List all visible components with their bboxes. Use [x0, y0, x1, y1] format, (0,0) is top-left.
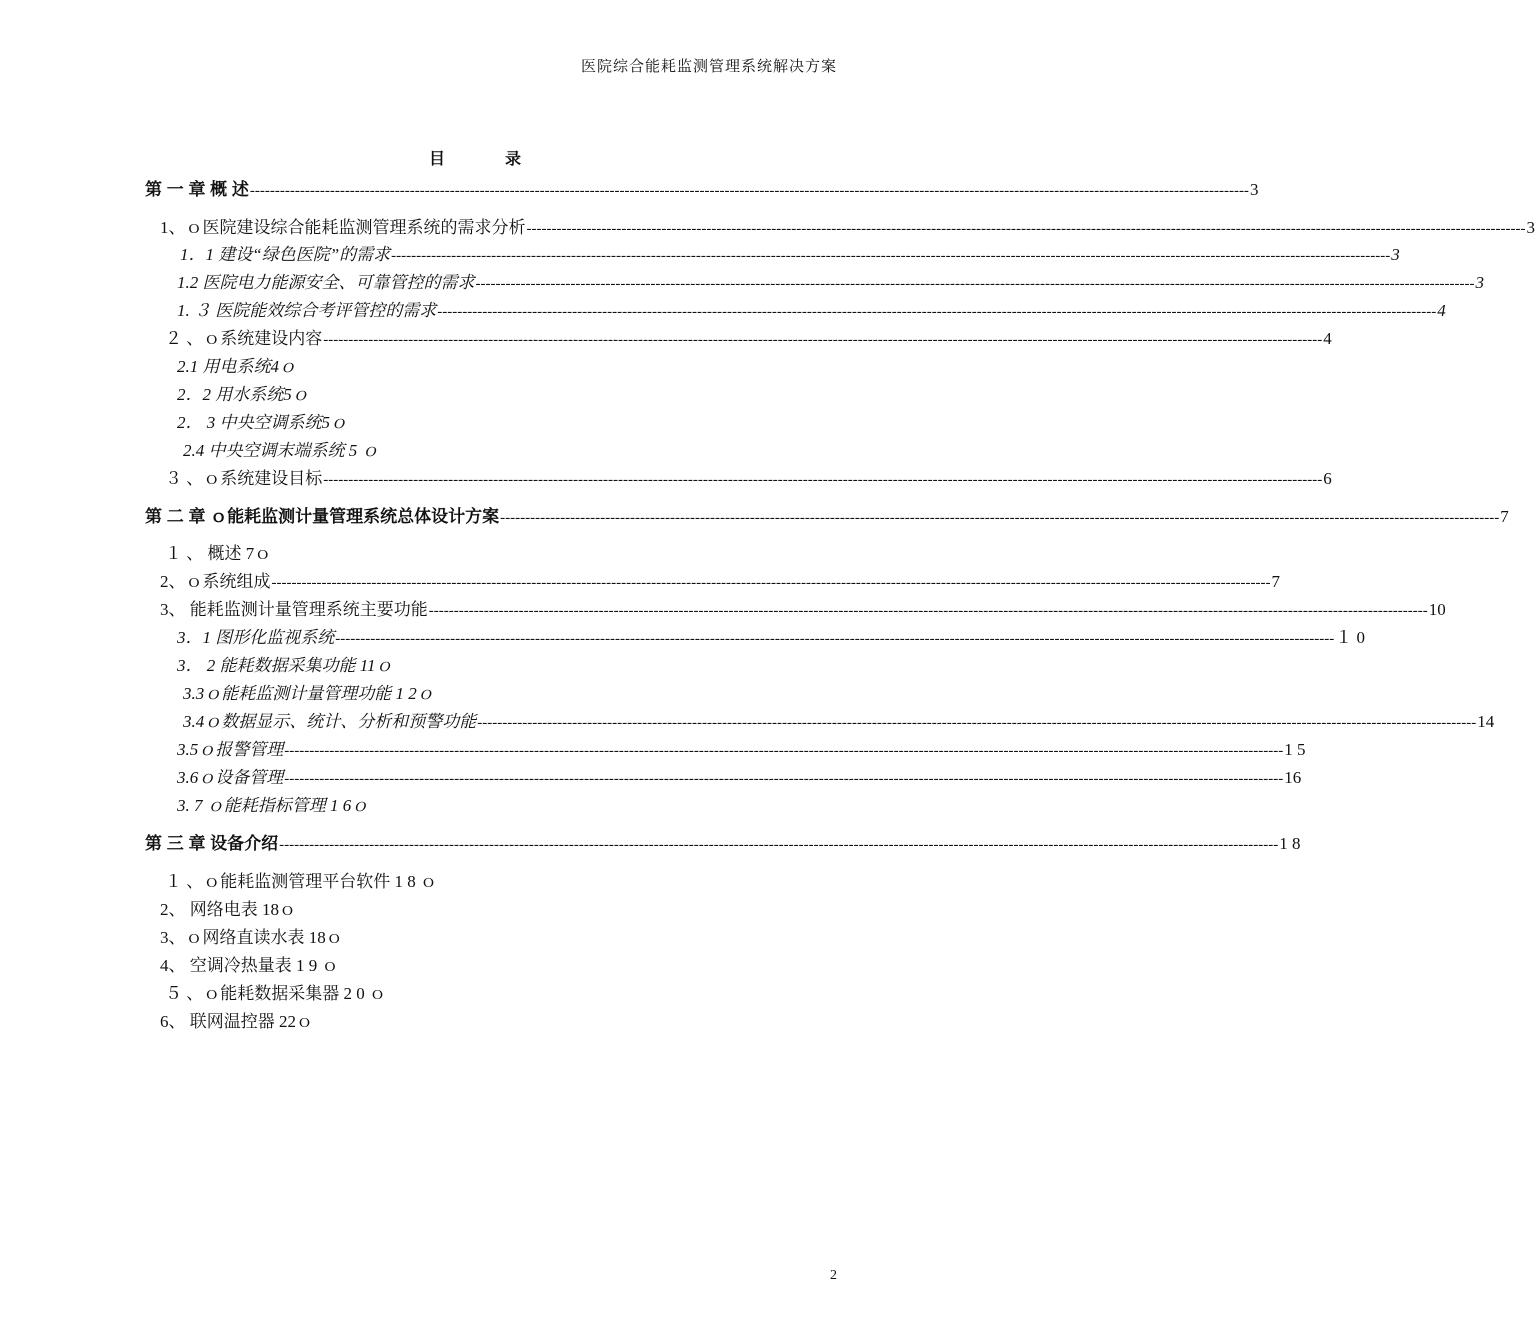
toc-title-right: 录 — [505, 151, 522, 168]
dot-leader: -------------------------------------------------------------------------------------------------------------------------------------------------------------------------------------------------------- — [391, 248, 1391, 264]
toc-entry-text: 第 二 章 ｏ能耗监测计量管理系统总体设计方案 — [145, 507, 500, 526]
toc-subsection-2-4[interactable]: 2.4 中央空调末端系统 5 ｏ — [183, 441, 379, 460]
toc-subsection-1-1[interactable] — [0, 243, 1400, 267]
toc-entry-page: 4 — [1437, 301, 1446, 320]
toc-entry-page: 1 8 — [1279, 834, 1301, 853]
toc-entry-text: ３ 、ｏ系统建设目标 — [165, 469, 323, 488]
toc-entry-page: 16 — [1284, 768, 1302, 787]
dot-leader: -------------------------------------------------------------------------------------------------------------------------------------------------------------------------------------------------------- — [500, 510, 1500, 526]
toc-entry-page: 3 — [1526, 218, 1535, 237]
toc-entry-text: 1.2 医院电力能源安全、可靠管控的需求 — [177, 273, 475, 292]
dot-leader: -------------------------------------------------------------------------------------------------------------------------------------------------------------------------------------------------------- — [284, 743, 1284, 759]
toc-subsection-1-3[interactable] — [0, 299, 1446, 323]
toc-entry-text: 1．1 建设“绿色医院”的需求 — [180, 245, 391, 264]
toc-chapter-3[interactable] — [0, 832, 1301, 856]
toc-entry-text: 3．1 图形化监视系统 — [177, 628, 335, 647]
toc-subsection-3-6[interactable] — [0, 766, 1302, 790]
toc-subsection-3-2[interactable]: 3． 2 能耗数据采集功能 11ｏ — [177, 656, 393, 675]
toc-section-3-6[interactable]: 6、 联网温控器 22ｏ — [160, 1012, 313, 1031]
toc-section-3-4[interactable]: 4、 空调冷热量表 1 9 ｏ — [160, 956, 339, 975]
toc-section-3-1[interactable]: １ 、ｏ能耗监测管理平台软件 1 8 ｏ — [165, 872, 437, 891]
toc-section-2-2[interactable] — [0, 570, 1281, 594]
toc-subsection-2-1[interactable]: 2.1 用电系统4ｏ — [177, 357, 296, 376]
toc-section-3-3[interactable]: 3、ｏ网络直读水表 18ｏ — [160, 928, 343, 947]
toc-subsection-3-4[interactable] — [0, 710, 1495, 734]
toc-title — [0, 146, 950, 169]
toc-entry-text: ２ 、ｏ系统建设内容 — [165, 329, 323, 348]
toc-entry-text: 3.6ｏ设备管理 — [177, 768, 284, 787]
toc-entry-page: 3 — [1249, 180, 1259, 199]
toc-entry-page: 4 — [1323, 329, 1332, 348]
toc-entry-text: 1. ３ 医院能效综合考评管控的需求 — [177, 301, 437, 320]
toc-subsection-2-3[interactable]: 2． 3 中央空调系统5ｏ — [177, 413, 347, 432]
toc-subsection-3-1[interactable] — [0, 626, 1366, 650]
dot-leader: -------------------------------------------------------------------------------------------------------------------------------------------------------------------------------------------------------- — [437, 304, 1437, 320]
toc-entry-page: 3 — [1475, 273, 1485, 292]
dot-leader: -------------------------------------------------------------------------------------------------------------------------------------------------------------------------------------------------------- — [271, 575, 1271, 591]
toc-chapter-1[interactable] — [0, 178, 1259, 202]
dot-leader: -------------------------------------------------------------------------------------------------------------------------------------------------------------------------------------------------------- — [279, 837, 1279, 853]
page-number: 2 — [830, 1268, 837, 1283]
dot-leader: -------------------------------------------------------------------------------------------------------------------------------------------------------------------------------------------------------- — [475, 276, 1475, 292]
toc-section-2[interactable] — [0, 327, 1332, 351]
toc-section-2-3[interactable] — [0, 598, 1446, 622]
dot-leader: -------------------------------------------------------------------------------------------------------------------------------------------------------------------------------------------------------- — [323, 472, 1323, 488]
toc-title-left: 目 — [428, 151, 445, 168]
toc-section-3[interactable] — [0, 467, 1332, 491]
dot-leader: -------------------------------------------------------------------------------------------------------------------------------------------------------------------------------------------------------- — [477, 715, 1477, 731]
toc-entry-page: 6 — [1323, 469, 1332, 488]
toc-entry-page: 7 — [1271, 572, 1281, 591]
page-header: 医院综合能耗监测管理系统解决方案 — [580, 59, 837, 75]
dot-leader: -------------------------------------------------------------------------------------------------------------------------------------------------------------------------------------------------------- — [526, 221, 1526, 237]
toc-entry-text: 3.4ｏ数据显示、统计、分析和预警功能 — [183, 712, 477, 731]
dot-leader: -------------------------------------------------------------------------------------------------------------------------------------------------------------------------------------------------------- — [249, 183, 1249, 199]
toc-chapter-2[interactable] — [0, 505, 1509, 529]
toc-entry-page: １ 0 — [1335, 628, 1366, 647]
toc-section-2-1[interactable]: １ 、 概述 7ｏ — [165, 544, 272, 563]
toc-entry-page: 10 — [1428, 600, 1446, 619]
toc-subsection-1-2[interactable] — [0, 271, 1485, 295]
toc-entry-text: 第 三 章 设备介绍 — [145, 834, 279, 853]
dot-leader: -------------------------------------------------------------------------------------------------------------------------------------------------------------------------------------------------------- — [428, 603, 1428, 619]
toc-subsection-3-5[interactable] — [0, 738, 1306, 762]
toc-entry-page: 1 5 — [1284, 740, 1306, 759]
dot-leader: -------------------------------------------------------------------------------------------------------------------------------------------------------------------------------------------------------- — [284, 771, 1284, 787]
toc-entry-text: 2、ｏ系统组成 — [160, 572, 271, 591]
toc-entry-text: 1、ｏ医院建设综合能耗监测管理系统的需求分析 — [160, 218, 526, 237]
toc-section-3-2[interactable]: 2、 网络电表 18ｏ — [160, 900, 296, 919]
toc-entry-text: 第 一 章 概 述 — [145, 180, 249, 199]
toc-section-1[interactable] — [0, 216, 1535, 240]
toc-entry-page: 14 — [1477, 712, 1495, 731]
dot-leader: -------------------------------------------------------------------------------------------------------------------------------------------------------------------------------------------------------- — [323, 332, 1323, 348]
toc-subsection-3-7[interactable]: 3. 7 ｏ能耗指标管理 1 6ｏ — [177, 796, 369, 815]
toc-section-3-5[interactable]: ５ 、ｏ能耗数据采集器 2 0 ｏ — [165, 984, 386, 1003]
toc-entry-text: 3、 能耗监测计量管理系统主要功能 — [160, 600, 428, 619]
toc-subsection-2-2[interactable]: 2．2 用水系统5ｏ — [177, 385, 309, 404]
toc-entry-page: 7 — [1500, 507, 1509, 526]
toc-entry-text: 3.5ｏ报警管理 — [177, 740, 284, 759]
toc-subsection-3-3[interactable]: 3.3ｏ能耗监测计量管理功能 1 2ｏ — [183, 684, 434, 703]
toc-entry-page: 3 — [1391, 245, 1400, 264]
dot-leader: -------------------------------------------------------------------------------------------------------------------------------------------------------------------------------------------------------- — [335, 631, 1335, 647]
